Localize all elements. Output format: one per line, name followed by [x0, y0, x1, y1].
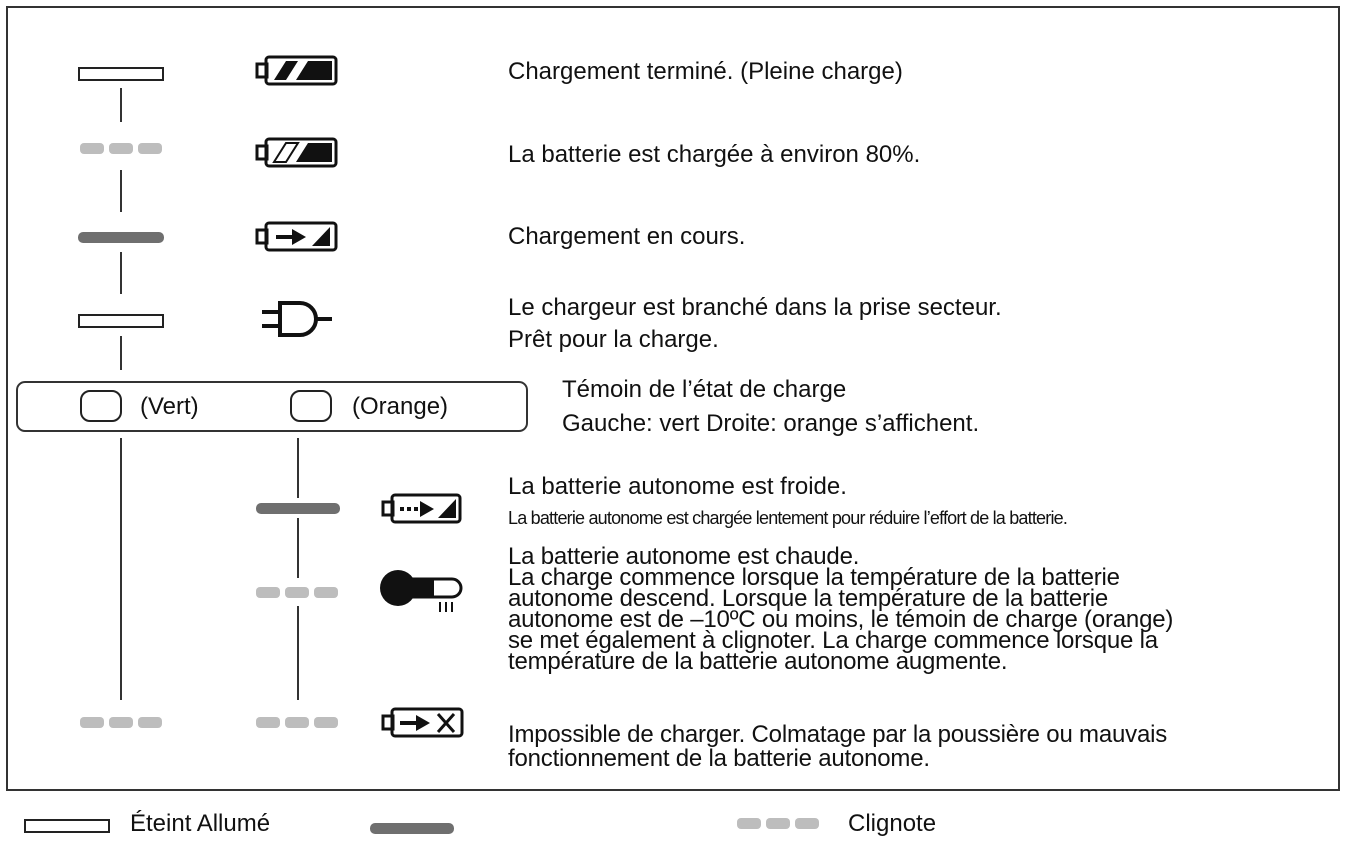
error-line-1: Impossible de charger. Colmatage par la poussière ou mauvais: [508, 721, 1168, 748]
connector-line: [297, 438, 299, 498]
connector-line: [120, 336, 122, 370]
battery-charging-icon: [254, 221, 340, 253]
orange-label: (Orange): [352, 393, 449, 420]
lamp-off: [78, 314, 164, 328]
hot-battery-line-3: autonome descend. Lorsque la température de la batterie: [508, 585, 1109, 612]
legend-off-on-label: Éteint Allumé: [130, 810, 271, 837]
row-text-plugged: Le chargeur est branché dans la prise secteur.: [508, 294, 1002, 321]
error-line-2: fonctionnement de la batterie autonome.: [508, 745, 930, 772]
battery-full-icon: [254, 55, 340, 87]
lamp-off: [78, 67, 164, 81]
legend-off-swatch: [24, 819, 110, 833]
status-indicator-box: [16, 381, 528, 432]
cold-battery-detail: La batterie autonome est chargée lentement pour réduire l’effort de la batterie.: [508, 508, 1068, 528]
hot-battery-line-2: La charge commence lorsque la température de la batterie: [508, 564, 1120, 591]
lamp-on: [78, 232, 164, 243]
battery-slow-charge-icon: [380, 493, 464, 525]
row-text-full-charge: Chargement terminé. (Pleine charge): [508, 58, 903, 85]
legend-on-swatch: [370, 823, 454, 834]
connector-line: [120, 438, 122, 700]
connector-line: [297, 518, 299, 578]
legend-blink-swatch: [737, 818, 819, 829]
plug-icon: [260, 300, 336, 338]
lamp-blink: [80, 143, 162, 154]
lamp-blink: [256, 717, 338, 728]
legend-blink-label: Clignote: [848, 810, 937, 837]
orange-indicator-icon: [290, 390, 332, 422]
thermometer-hot-icon: [378, 566, 468, 616]
connector-line: [120, 88, 122, 122]
row-text-80-percent: La batterie est chargée à environ 80%.: [508, 141, 921, 168]
lamp-blink: [80, 717, 162, 728]
hot-battery-line-1: La batterie autonome est chaude.: [508, 543, 860, 570]
hot-battery-line-6: température de la batterie autonome augmente.: [508, 648, 1008, 675]
lamp-on: [256, 503, 340, 514]
cold-battery-title: La batterie autonome est froide.: [508, 473, 847, 500]
hot-battery-line-4: autonome est de –10ºC ou moins, le témoin de charge (orange): [508, 606, 1174, 633]
connector-line: [120, 170, 122, 212]
row-text-charging: Chargement en cours.: [508, 223, 746, 250]
indicator-description-title: Témoin de l’état de charge: [562, 376, 847, 403]
connector-line: [297, 606, 299, 700]
lamp-blink: [256, 587, 338, 598]
battery-80-icon: [254, 137, 340, 169]
row-text-ready: Prêt pour la charge.: [508, 326, 719, 353]
indicator-description-detail: Gauche: vert Droite: orange s’affichent.: [562, 410, 980, 437]
green-label: (Vert): [140, 393, 199, 420]
connector-line: [120, 252, 122, 294]
green-indicator-icon: [80, 390, 122, 422]
battery-error-icon: [380, 707, 466, 739]
hot-battery-line-5: se met également à clignoter. La charge commence lorsque la: [508, 627, 1158, 654]
